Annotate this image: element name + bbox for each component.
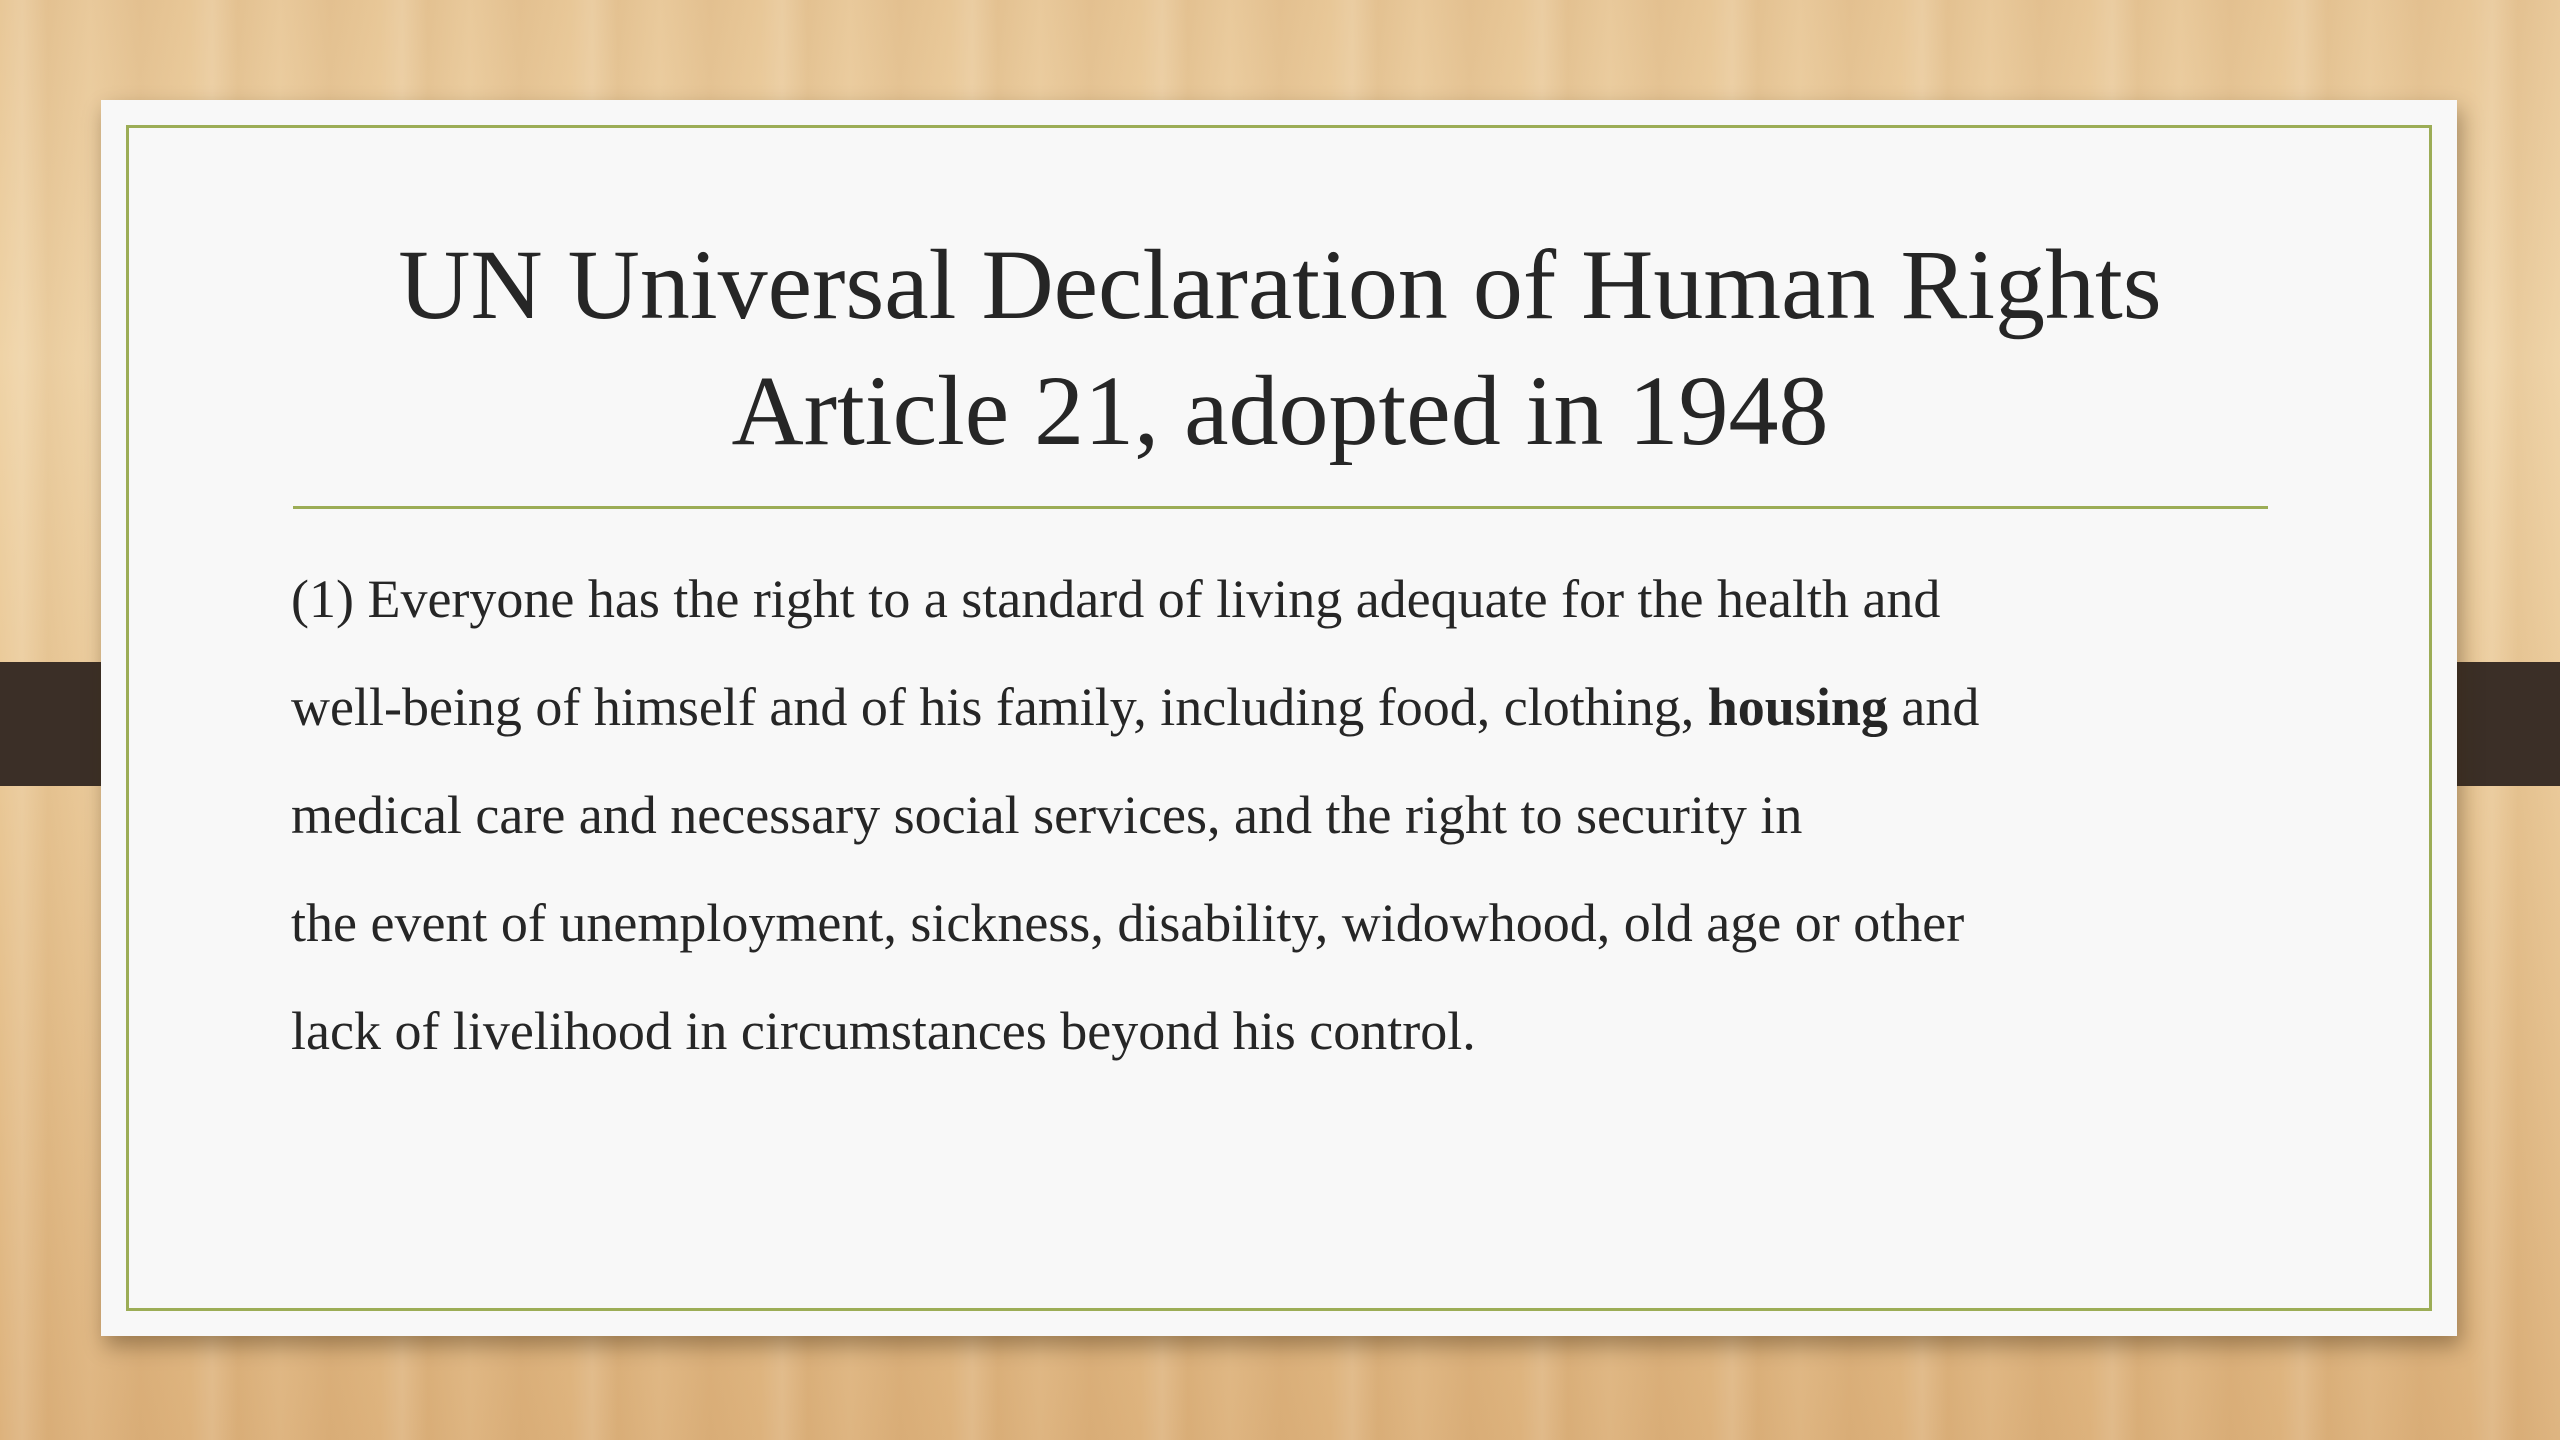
slide-title — [0, 222, 2560, 474]
title-divider — [293, 506, 2268, 509]
slide-body — [291, 545, 2291, 1085]
body-line-2-end: and — [1887, 677, 1980, 737]
title-line-2: Article 21, adopted in 1948 — [731, 355, 1829, 466]
title-line-1: UN Universal Declaration of Human Rights — [398, 229, 2162, 340]
emphasis-housing: housing — [1707, 677, 1888, 737]
body-line-1: (1) Everyone has the right to a standard of living adequate for the health and — [291, 569, 1941, 629]
body-line-4: the event of unemployment, sickness, disability, widowhood, old age or other — [291, 893, 1965, 953]
body-line-2-text: well-being of himself and of his family, including food, clothing, — [291, 677, 1708, 737]
body-line-2 — [291, 653, 2291, 761]
body-line-5: lack of livelihood in circumstances beyond his control. — [291, 1001, 1476, 1061]
body-line-3: medical care and necessary social services, and the right to security in — [291, 785, 1803, 845]
